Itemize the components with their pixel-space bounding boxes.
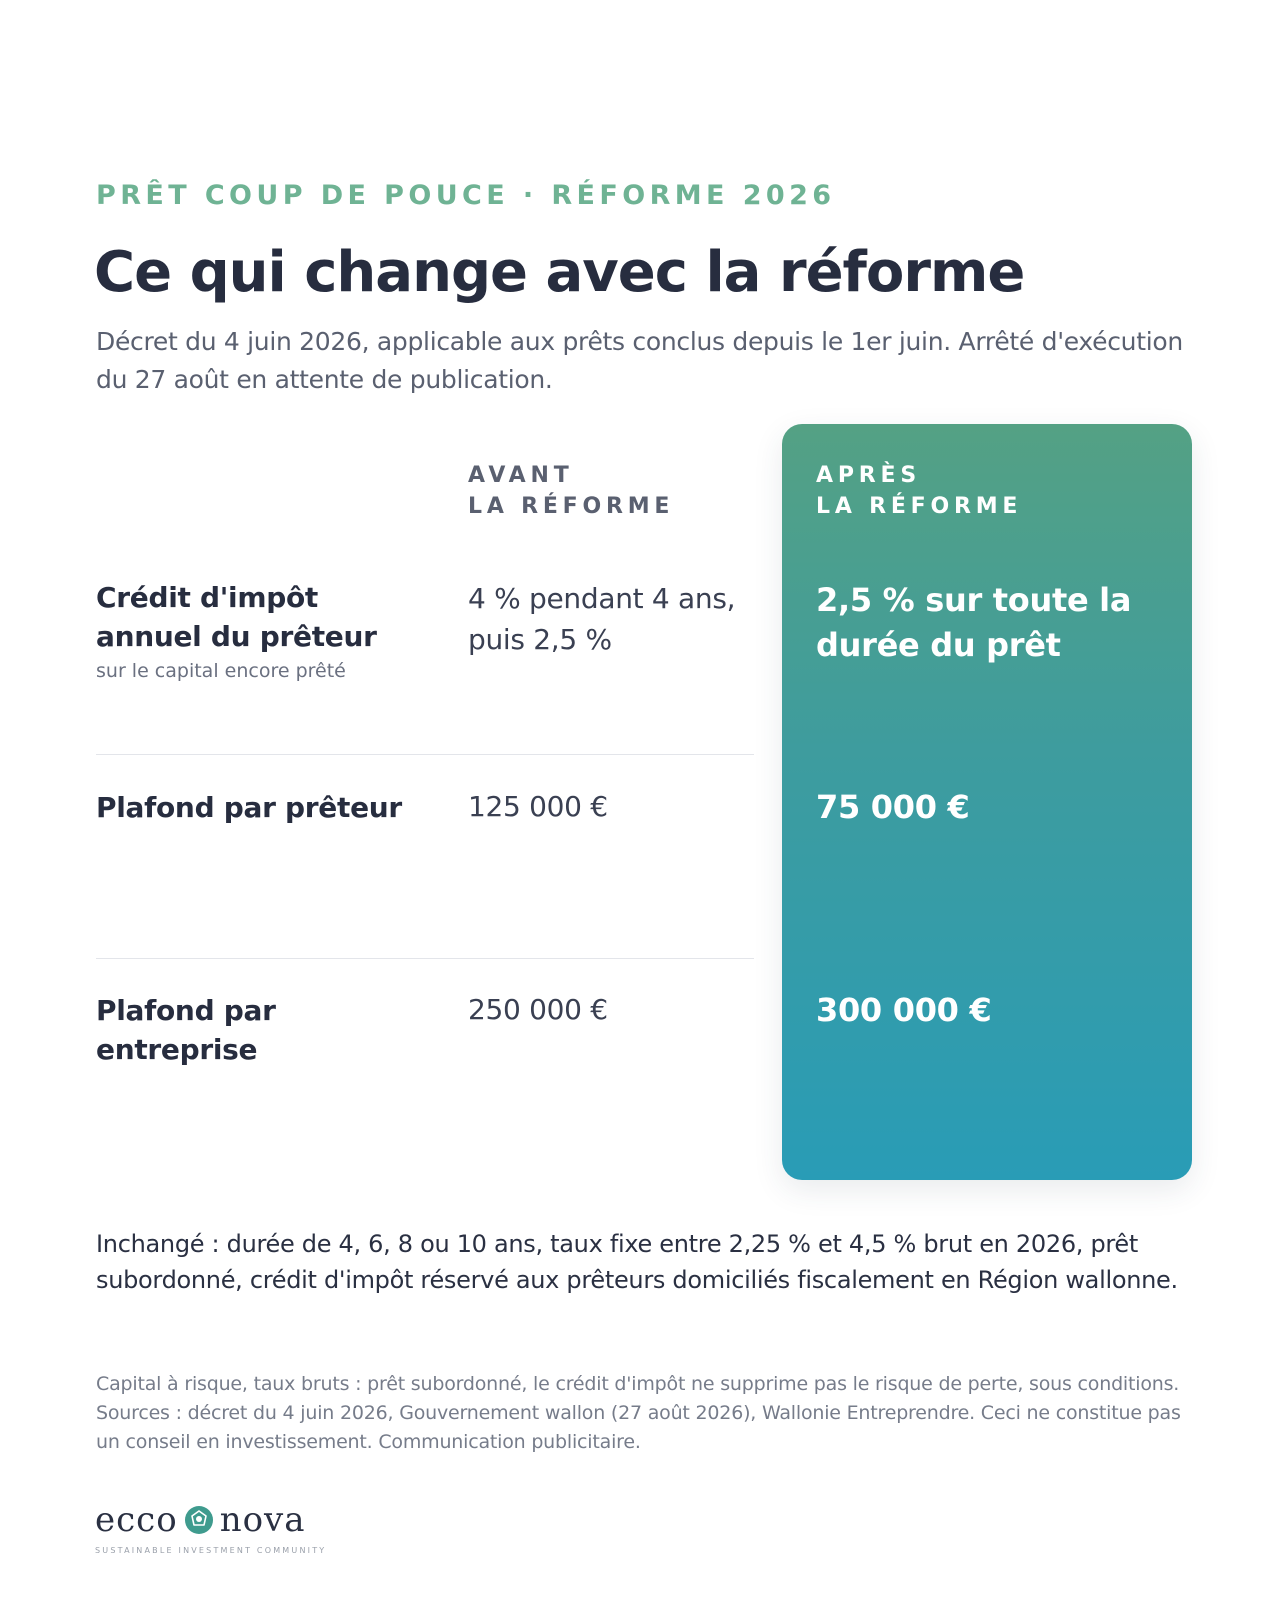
row-label-cap-per-company: Plafond par entreprise (96, 994, 276, 1066)
column-header-before (468, 460, 674, 522)
row-after-tax-credit: 2,5 % sur toute la durée du prêt (816, 581, 1132, 664)
row-before-tax-credit: 4 % pendant 4 ans, puis 2,5 % (468, 582, 736, 656)
row-divider (96, 958, 754, 959)
row-label-tax-credit (96, 578, 416, 686)
row-before-cap-per-lender: 125 000 € (468, 790, 608, 823)
eyebrow: PRÊT COUP DE POUCE · RÉFORME 2026 (96, 180, 836, 211)
row-before-cap-per-company: 250 000 € (468, 993, 608, 1026)
row-note: sur le capital encore prêté (96, 660, 346, 682)
page-title: Ce qui change avec la réforme (94, 240, 1025, 305)
column-header-after (816, 460, 1022, 522)
column-header-before-line-1: AVANT (468, 463, 574, 488)
logo-word-right: nova (219, 1500, 306, 1540)
unchanged-note: Inchangé : durée de 4, 6, 8 ou 10 ans, taux fixe entre 2,25 % et 4,5 % brut en 2026, prêt subordonné, crédit d'impôt réservé aux prêteurs domiciliés fiscalement en Région wallonne. (96, 1230, 1178, 1294)
logo-tagline: SUSTAINABLE INVESTMENT COMMUNITY (95, 1546, 327, 1555)
disclaimer: Capital à risque, taux bruts : prêt subordonné, le crédit d'impôt ne supprime pas le risque de perte, sous conditions. Sources : décret du 4 juin 2026, Gouvernement wallon (27 août 2026), Wallonie Entreprendre. Ceci ne constitue pas un conseil en investissement. Communication publicitaire. (96, 1373, 1181, 1453)
logo-word-left: ecco (95, 1500, 178, 1540)
ecco-nova-emblem-icon (184, 1505, 214, 1535)
column-header-after-line-2: LA RÉFORME (816, 494, 1023, 519)
row-after-cap-per-company: 300 000 € (816, 991, 992, 1029)
row-label-cap-per-lender: Plafond par prêteur (96, 791, 402, 824)
page-subtitle: Décret du 4 juin 2026, applicable aux prêts conclus depuis le 1er juin. Arrêté d'exécution du 27 août en attente de publication. (96, 327, 1183, 394)
row-after-cap-per-lender: 75 000 € (816, 788, 970, 826)
column-header-after-line-1: APRÈS (816, 463, 921, 488)
row-divider (96, 754, 754, 755)
column-header-before-line-2: LA RÉFORME (468, 494, 675, 519)
row-label-text: Crédit d'impôt annuel du prêteur (96, 581, 377, 653)
ecco-nova-logo (95, 1500, 326, 1555)
